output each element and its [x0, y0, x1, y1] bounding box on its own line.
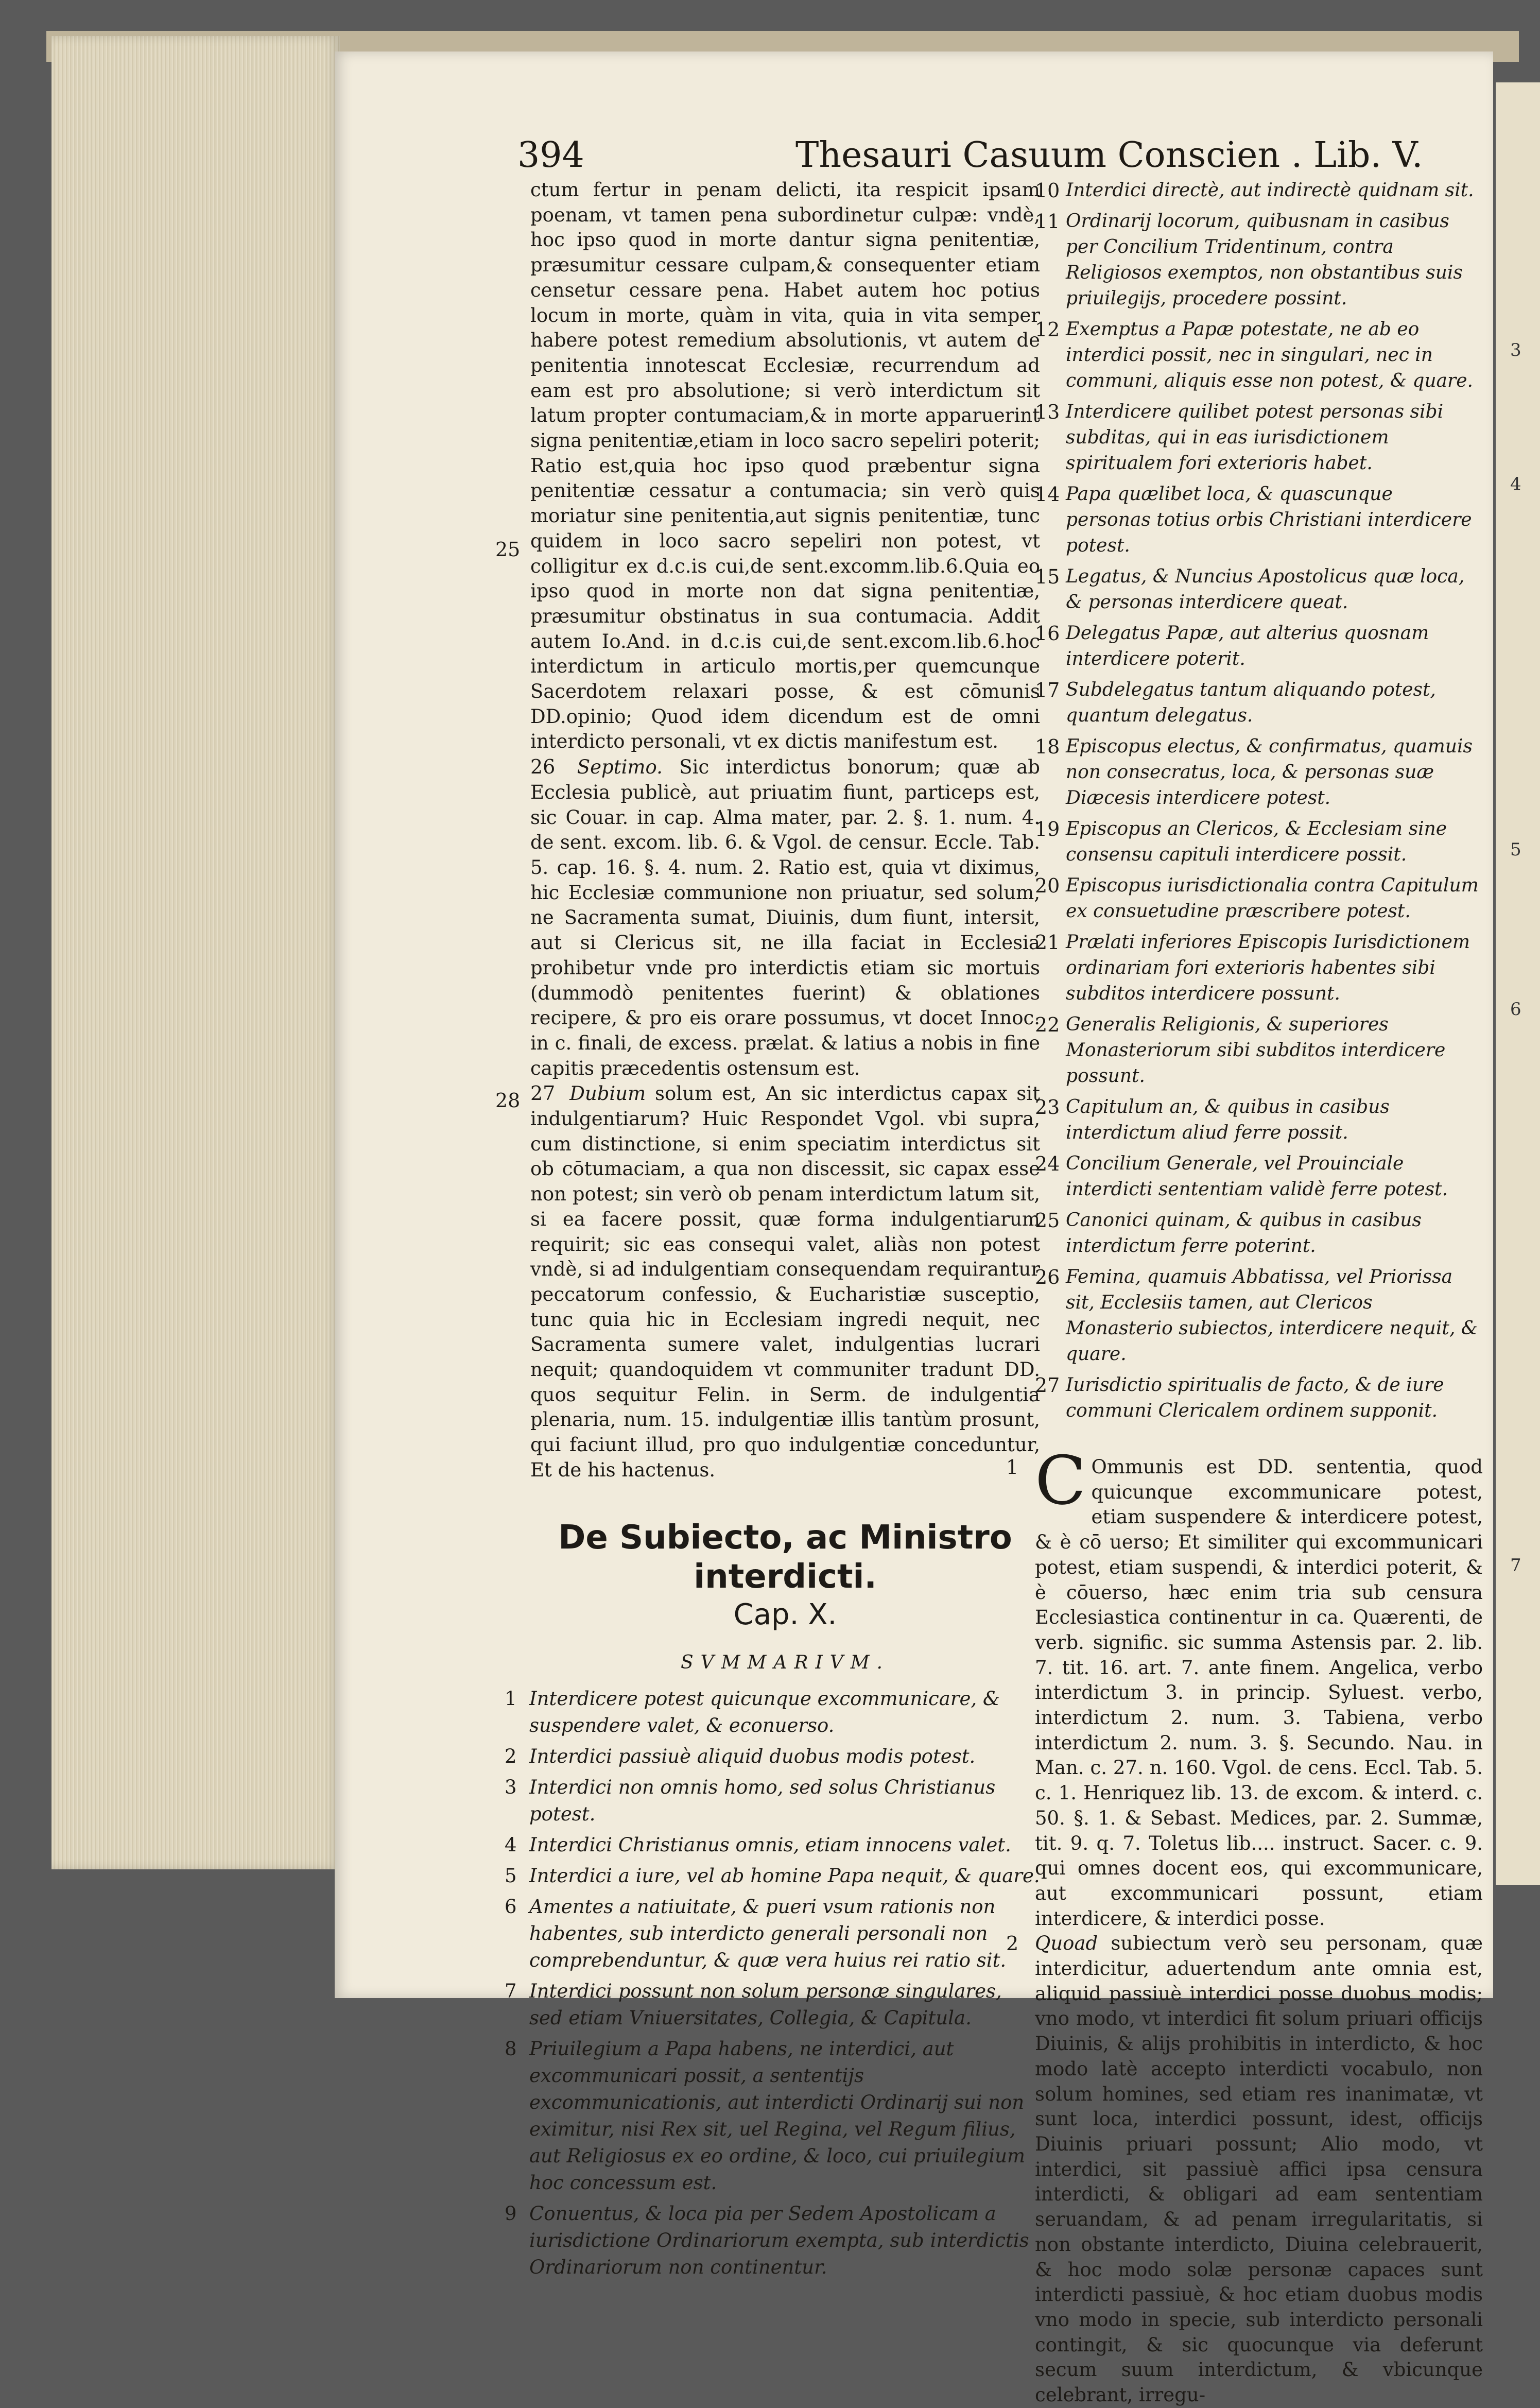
summary-list — [505, 1685, 1040, 2281]
summary-number: 15 — [1035, 565, 1060, 588]
summary-number: 13 — [1035, 401, 1060, 423]
strip-number: 4 — [1510, 474, 1521, 494]
summary-item — [505, 1743, 1040, 1770]
summary-item — [1035, 564, 1483, 615]
summary-item — [505, 1832, 1040, 1859]
summary-number: 18 — [1035, 735, 1060, 758]
summary-item — [1035, 1012, 1483, 1089]
summary-number: 27 — [1035, 1374, 1060, 1397]
chapter-title: De Subiecto, ac Ministro interdicti. — [558, 1518, 1012, 1596]
summary-number: 10 — [1035, 179, 1060, 202]
summary-number: 8 — [505, 2037, 517, 2060]
summary-item — [505, 1978, 1040, 2032]
summary-item — [505, 1685, 1040, 1739]
strip-number: 3 — [1510, 340, 1521, 360]
summary-number: 2 — [505, 1745, 517, 1767]
summary-text: Femina, quamuis Abbatissa, vel Priorissa sit, Ecclesiis tamen, aut Clericos Monasterio subiectos, interdicere nequit, & quare. — [1066, 1266, 1478, 1365]
paragraph-lead: Septimo. — [577, 756, 663, 779]
summary-item — [1035, 481, 1483, 559]
summary-text: Interdicere potest quicunque excommunicare, & suspendere valet, & econuerso. — [529, 1687, 1000, 1736]
summary-number: 6 — [505, 1895, 517, 1918]
summary-text: Ordinarij locorum, quibusnam in casibus per Concilium Tridentinum, contra Religiosos exemptos, non obstantibus suis priuilegijs, procedere possint. — [1066, 211, 1463, 309]
book-page-edges — [51, 36, 340, 1869]
summary-number: 1 — [505, 1687, 517, 1710]
paragraph-text: Sic interdictus bonorum; quæ ab Ecclesia publicè, aut priuatim fiunt, particeps est, sic Couar. in cap. Alma mater, par. 2. §. 1. num. 4. de sent. excom. lib. 6. & Vgol. de censur. Eccle. Tab. 5. cap. 16. §. 4. num. 2. Ratio est, quia vt diximus, hic Ecclesiæ communione non priuatur, sed solum, ne Sacramenta sumat, Diuinis, dum fiunt, intersit, aut si Clericus sit, ne illa faciat in Ecclesia prohibetur vnde pro interdictis etiam sic mortuis (dummodò penitentes fuerint) & oblationes recipere, & pro eis orare possumus, vt docet Innoc. in c. finali, de excess. prælat. & latius a nobis in fine capitis præcedentis ostensum est. — [530, 756, 1040, 1079]
paragraph-lead: Quoad — [1035, 1932, 1098, 1955]
summary-item — [1035, 734, 1483, 811]
summary-item — [1035, 930, 1483, 1007]
summary-list-continued — [1035, 178, 1483, 1424]
summary-text: Interdici a iure, vel ab homine Papa nequit, & quare. — [529, 1864, 1040, 1887]
summary-number: 20 — [1035, 874, 1060, 897]
summary-item — [1035, 178, 1483, 203]
summary-text: Capitulum an, & quibus in casibus interdictum aliud ferre possit. — [1066, 1096, 1390, 1143]
summary-item — [505, 1894, 1040, 1974]
strip-number: 6 — [1510, 999, 1521, 1020]
summary-text: Conuentus, & loca pia per Sedem Apostolicam a iurisdictione Ordinariorum exempta, sub interdictis Ordinariorum non continentur. — [529, 2202, 1029, 2278]
summary-item — [505, 2200, 1040, 2281]
summary-item — [1035, 317, 1483, 394]
summary-text: Concilium Generale, vel Prouinciale interdicti sententiam validè ferre potest. — [1066, 1153, 1448, 1200]
summary-item — [1035, 399, 1483, 476]
summarium-heading: SVMMARIVM. — [680, 1652, 890, 1673]
paragraph-26 — [530, 754, 1040, 1081]
right-column — [1006, 178, 1483, 2408]
summary-item — [1035, 873, 1483, 924]
paragraph-number: 2 — [1006, 1932, 1019, 1955]
summary-text: Legatus, & Nuncius Apostolicus quæ loca, & personas interdicere queat. — [1066, 566, 1465, 613]
paragraph-1 — [1006, 1441, 1483, 1931]
summary-item — [1035, 621, 1483, 672]
summary-number: 5 — [505, 1864, 517, 1887]
strip-number: 5 — [1510, 839, 1521, 860]
paragraph-number: 1 — [1006, 1456, 1019, 1478]
summary-number: 12 — [1035, 318, 1060, 341]
summary-number: 14 — [1035, 483, 1060, 506]
paragraph-number: 26 — [530, 755, 556, 779]
summary-number: 26 — [1035, 1266, 1060, 1288]
summary-item — [1035, 209, 1483, 312]
summary-number: 9 — [505, 2202, 517, 2225]
summary-number: 25 — [1035, 1209, 1060, 1232]
summary-text: Canonici quinam, & quibus in casibus interdictum ferre poterint. — [1066, 1210, 1422, 1257]
summary-number: 19 — [1035, 818, 1060, 840]
summary-text: Episcopus an Clericos, & Ecclesiam sine consensu capituli interdicere possit. — [1066, 818, 1447, 865]
margin-number: 28 — [495, 1089, 521, 1112]
summary-text: Generalis Religionis, & superiores Monasteriorum sibi subditos interdicere possunt. — [1066, 1014, 1446, 1087]
summary-text: Interdici possunt non solum personæ singulares, sed etiam Vniuersitates, Collegia, & Capitula. — [529, 1980, 1002, 2029]
summary-text: Delegatus Papæ, aut alterius quosnam interdicere poterit. — [1066, 623, 1429, 669]
summary-item — [505, 1863, 1040, 1889]
summary-item — [1035, 1151, 1483, 1202]
summary-item — [1035, 1372, 1483, 1424]
summary-text: Papa quælibet loca, & quascunque personas totius orbis Christiani interdicere potest. — [1066, 484, 1472, 556]
summary-number: 22 — [1035, 1013, 1060, 1036]
summary-item — [1035, 816, 1483, 868]
summary-number: 24 — [1035, 1153, 1060, 1175]
summary-text: Amentes a natiuitate, & pueri vsum rationis non habentes, sub interdicto generali personali non comprebenduntur, & quæ vera huius rei ratio sit. — [529, 1895, 1007, 1971]
summary-text: Interdici directè, aut indirectè quidnam sit. — [1066, 180, 1474, 201]
summary-number: 11 — [1035, 210, 1060, 233]
summary-number: 21 — [1035, 931, 1060, 954]
summary-number: 17 — [1035, 679, 1060, 701]
summary-number: 7 — [505, 1980, 517, 2002]
summary-text: Interdici passiuè aliquid duobus modis potest. — [529, 1745, 976, 1767]
summary-text: Subdelegatus tantum aliquando potest, quantum delegatus. — [1066, 679, 1436, 726]
summary-text: Exemptus a Papæ potestate, ne ab eo interdici possit, nec in singulari, nec in communi, aliquis esse non potest, & quare. — [1066, 319, 1473, 391]
paragraph-number: 27 — [530, 1082, 556, 1105]
summary-text: Iurisdictio spiritualis de facto, & de iure communi Clericalem ordinem supponit. — [1066, 1374, 1444, 1421]
summary-number: 23 — [1035, 1096, 1060, 1119]
summary-text: Episcopus iurisdictionalia contra Capitulum ex consuetudine præscribere potest. — [1066, 875, 1479, 922]
summary-item — [1035, 1208, 1483, 1259]
running-title: Thesauri Casuum Conscien . Lib. V. — [795, 135, 1423, 176]
paragraph-text: solum est, An sic interdictus capax sit indulgentiarum? Huic Respondet Vgol. vbi supra, cum distinctione, si enim speciatim interdictus sit ob cōtumaciam, a qua non discessit, sic capax esse non potest; sin verò ob penam interdictum latum sit, si ea facere possit, quæ forma indulgentiarum requirit; sic eas consequi valet, aliàs non potest vndè, si ad indulgentiam consequendam requirantur peccatorum confessio, & Eucharistiæ susceptio, tunc quia hic in Ecclesiam ingredi nequit, nec Sacramenta sumere valet, indulgentias lucrari nequit; quandoquidem vt communiter tradunt DD. quos sequitur Felin. in Serm. de indulgentia plenaria, num. 15. indulgentiæ illis tantùm prosunt, qui faciunt illud, pro quo indulgentiæ conceduntur, Et de his hactenus. — [530, 1082, 1041, 1481]
paragraph-text: Ommunis est DD. sententia, quod quicunque excommunicare potest, etiam suspendere & interdicere potest, & è cō uerso; Et similiter qui excommunicari potest, etiam suspendi, & interdici poterit, & è cōuerso, hæc enim tria sub censura Ecclesiastica continentur in ca. Quærenti, de verb. signific. sic summa Astensis par. 2. lib. 7. tit. 16. art. 7. ante finem. Angelica, verbo interdictum 3. in princip. Syluest. verbo, interdictum 2. num. 3. Tabiena, verbo interdictum 2. num. 3. §. Secundo. Nau. in Man. c. 27. n. 160. Vgol. de cens. Eccl. Tab. 5. c. 1. Henriquez lib. 13. de excom. & interd. c. 50. §. 1. & Sebast. Medices, par. 2. Summæ, tit. 9. q. 7. Toletus lib.... instruct. Sacer. c. 9. qui omnes docent eos, qui excommunicare, aut excommunicari possunt, etiam interdicere, & interdici posse. — [1035, 1456, 1483, 1930]
summary-item — [1035, 1264, 1483, 1367]
summary-item — [1035, 1094, 1483, 1146]
chapter-number: Cap. X. — [733, 1597, 837, 1631]
right-body-text — [1006, 1441, 1483, 2408]
summary-text: Prælati inferiores Episcopis Iurisdictionem ordinariam fori exterioris habentes sibi subditos interdicere possunt. — [1066, 932, 1470, 1004]
paragraph-27 — [530, 1081, 1040, 1483]
left-column — [495, 178, 1041, 2285]
summary-item — [505, 2036, 1040, 2196]
summary-text: Priuilegium a Papa habens, ne interdici, aut excommunicari possit, a sententijs excommunicationis, aut interdicti Ordinarij sui non eximitur, nisi Rex sit, uel Regina, vel Regum filius, aut Religiosus ex eo ordine, & loco, cui priuilegium hoc concessum est. — [529, 2037, 1025, 2194]
strip-number: 7 — [1510, 1555, 1521, 1576]
summary-number: 16 — [1035, 622, 1060, 645]
summary-text: Episcopus electus, & confirmatus, quamuis non consecratus, loca, & personas suæ Diæcesis interdicere potest. — [1066, 736, 1473, 809]
summary-item — [505, 1774, 1040, 1828]
margin-number: 25 — [495, 538, 521, 561]
summary-text: Interdicere quilibet potest personas sibi subditas, qui in eas iurisdictionem spiritualem fori exterioris habet. — [1066, 401, 1444, 474]
summary-item — [1035, 677, 1483, 729]
page-number: 394 — [517, 135, 584, 176]
summary-text: Interdici Christianus omnis, etiam innocens valet. — [529, 1833, 1011, 1856]
summary-text: Interdici non omnis homo, sed solus Christianus potest. — [529, 1776, 996, 1825]
drop-cap: C — [1035, 1441, 1086, 1520]
paragraph-lead: Dubium — [569, 1082, 646, 1105]
summary-number: 3 — [505, 1776, 517, 1798]
summary-number: 4 — [505, 1833, 517, 1856]
facing-page-strip — [1496, 82, 1540, 1885]
paragraph-2 — [1006, 1931, 1483, 2407]
paragraph-text: subiectum verò seu personam, quæ interdicitur, aduertendum ante omnia est, aliquid passiuè interdici posse duobus modis; vno modo, vt interdici fit solum priuari officijs Diuinis, & alijs prohibitis in interdicto, & hoc modo latè accepto interdicti vocabulo, non solum homines, sed etiam res inanimatæ, vt sunt loca, interdici possunt, idest, officijs Diuinis priuari possunt; Alio modo, vt interdici, sit passiuè affici ipsa censura interdicti, & obligari ad eam sententiam seruandam, & ad penam irregularitatis, si non obstante interdicto, Diuina celebrauerit, & hoc modo solæ personæ capaces sunt interdicti passiuè, & hoc etiam duobus modis vno modo in specie, sub interdicto personali contingit, & sic quocunque via deferunt secum suum interdictum, & vbicunque celebrant, irregu- — [1035, 1932, 1483, 2406]
paragraph-continuation: ctum fertur in penam delicti, ita respicit ipsam poenam, vt tamen pena subordinetur culpæ: vndè, hoc ipso quod in morte dantur signa penitentiæ, præsumitur cessare culpam,& consequenter etiam censetur cessare pena. Habet autem hoc potius locum in morte, quàm in vita, quia in vita semper habere potest remedium absolutionis, vt autem de penitentia innotescat Ecclesiæ, recurrendum ad eam est pro absolutione; si verò interdictum sit latum propter contumaciam,& in morte apparuerint signa penitentiæ,etiam in loco sacro sepeliri poterit; Ratio est,quia hoc ipso quod præbentur signa penitentiæ cessatur a contumacia; sin verò quis moriatur sine penitentia,aut signis penitentiæ, tunc quidem in loco sacro sepeliri non potest, vt colligitur ex d.c.is cui,de sent.excomm.lib.6.Quia eo ipso quod in morte non dat signa penitentiæ, præsumitur obstinatus in sua contumacia. Addit autem Io.And. in d.c.is cui,de sent.excom.lib.6.hoc interdictum in articulo mortis,per quemcunque Sacerdotem relaxari posse, & est cōmunis DD.opinio; Quod idem dicendum est de omni interdicto personali, vt ex dictis manifestum est. — [530, 179, 1040, 753]
